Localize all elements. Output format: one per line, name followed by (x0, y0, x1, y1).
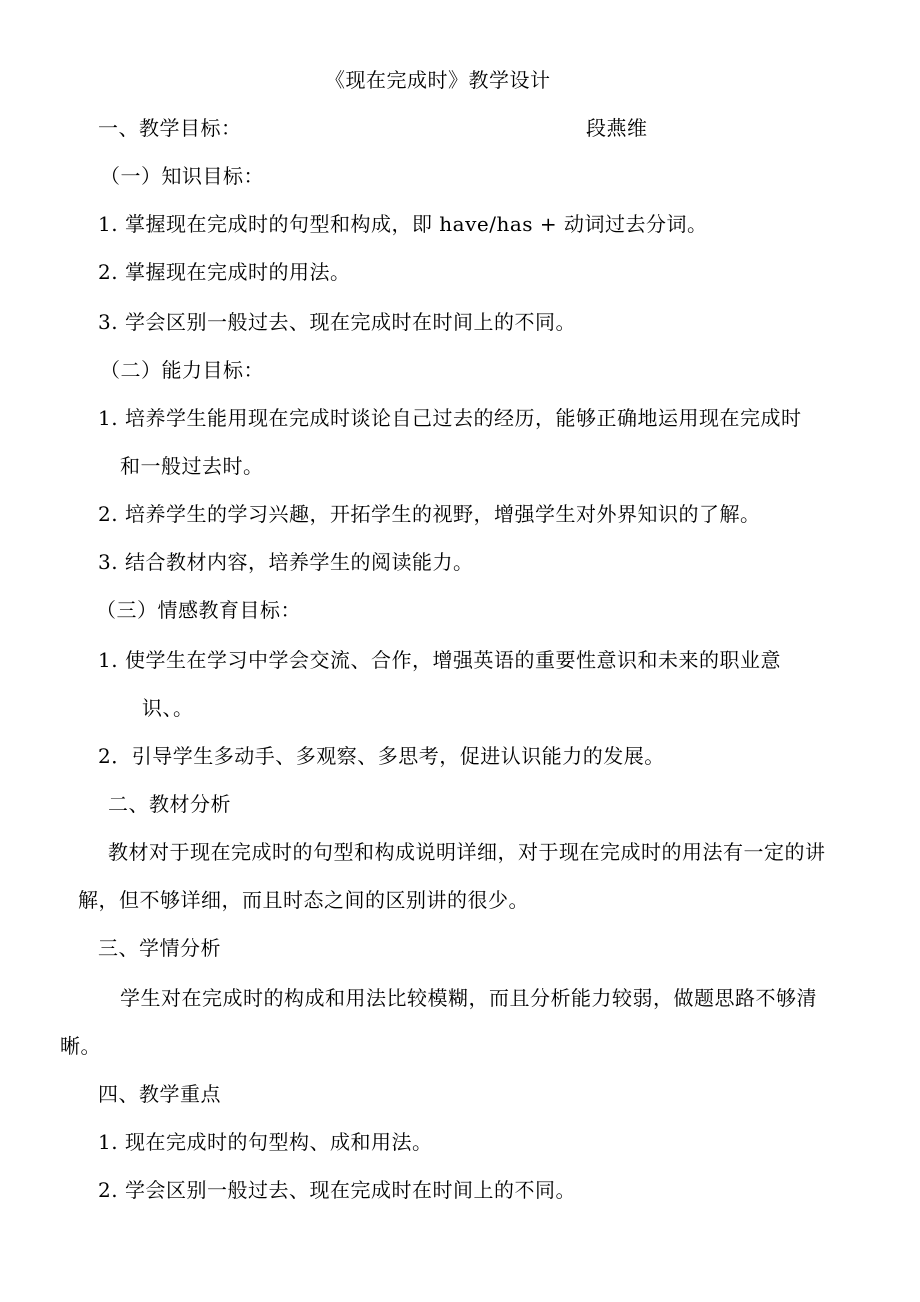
subheading-knowledge: （一）知识目标： (100, 164, 264, 188)
section-heading-key-points: 四、教学重点 (98, 1082, 221, 1106)
document-title: 《现在完成时》教学设计 (325, 68, 551, 92)
list-item: 2. 掌握现在完成时的用法。 (98, 260, 351, 284)
paragraph: 学生对在完成时的构成和用法比较模糊，而且分析能力较弱，做题思路不够清 (120, 986, 817, 1010)
list-item: 2. 培养学生的学习兴趣，开拓学生的视野，增强学生对外界知识的了解。 (98, 502, 761, 526)
list-item-continuation: 和一般过去时。 (120, 454, 264, 478)
list-item: 2. 学会区别一般过去、现在完成时在时间上的不同。 (98, 1178, 576, 1202)
section-heading-objectives: 一、教学目标： (98, 116, 242, 140)
paragraph: 教材对于现在完成时的句型和构成说明详细，对于现在完成时的用法有一定的讲 (108, 840, 826, 864)
subheading-ability: （二）能力目标： (100, 358, 264, 382)
list-item: 1. 掌握现在完成时的句型和构成，即 have/has + 动词过去分词。 (98, 212, 708, 236)
list-item: 3. 结合教材内容，培养学生的阅读能力。 (98, 550, 474, 574)
list-item: 1. 现在完成时的句型构、成和用法。 (98, 1130, 433, 1154)
subheading-emotion: （三）情感教育目标： (96, 598, 301, 622)
section-heading-learners: 三、学情分析 (98, 936, 221, 960)
list-item-continuation: 识、。 (142, 696, 194, 720)
list-item: 3. 学会区别一般过去、现在完成时在时间上的不同。 (98, 310, 576, 334)
section-heading-materials: 二、教材分析 (108, 792, 231, 816)
paragraph-continuation: 晰。 (60, 1034, 101, 1058)
list-item: 1. 培养学生能用现在完成时谈论自己过去的经历，能够正确地运用现在完成时 (98, 406, 802, 430)
list-item: 2．引导学生多动手、多观察、多思考，促进认识能力的发展。 (98, 744, 665, 768)
list-item: 1. 使学生在学习中学会交流、合作，增强英语的重要性意识和未来的职业意 (98, 648, 781, 672)
paragraph-continuation: 解，但不够详细，而且时态之间的区别讲的很少。 (78, 888, 529, 912)
author-name: 段燕维 (586, 116, 648, 140)
